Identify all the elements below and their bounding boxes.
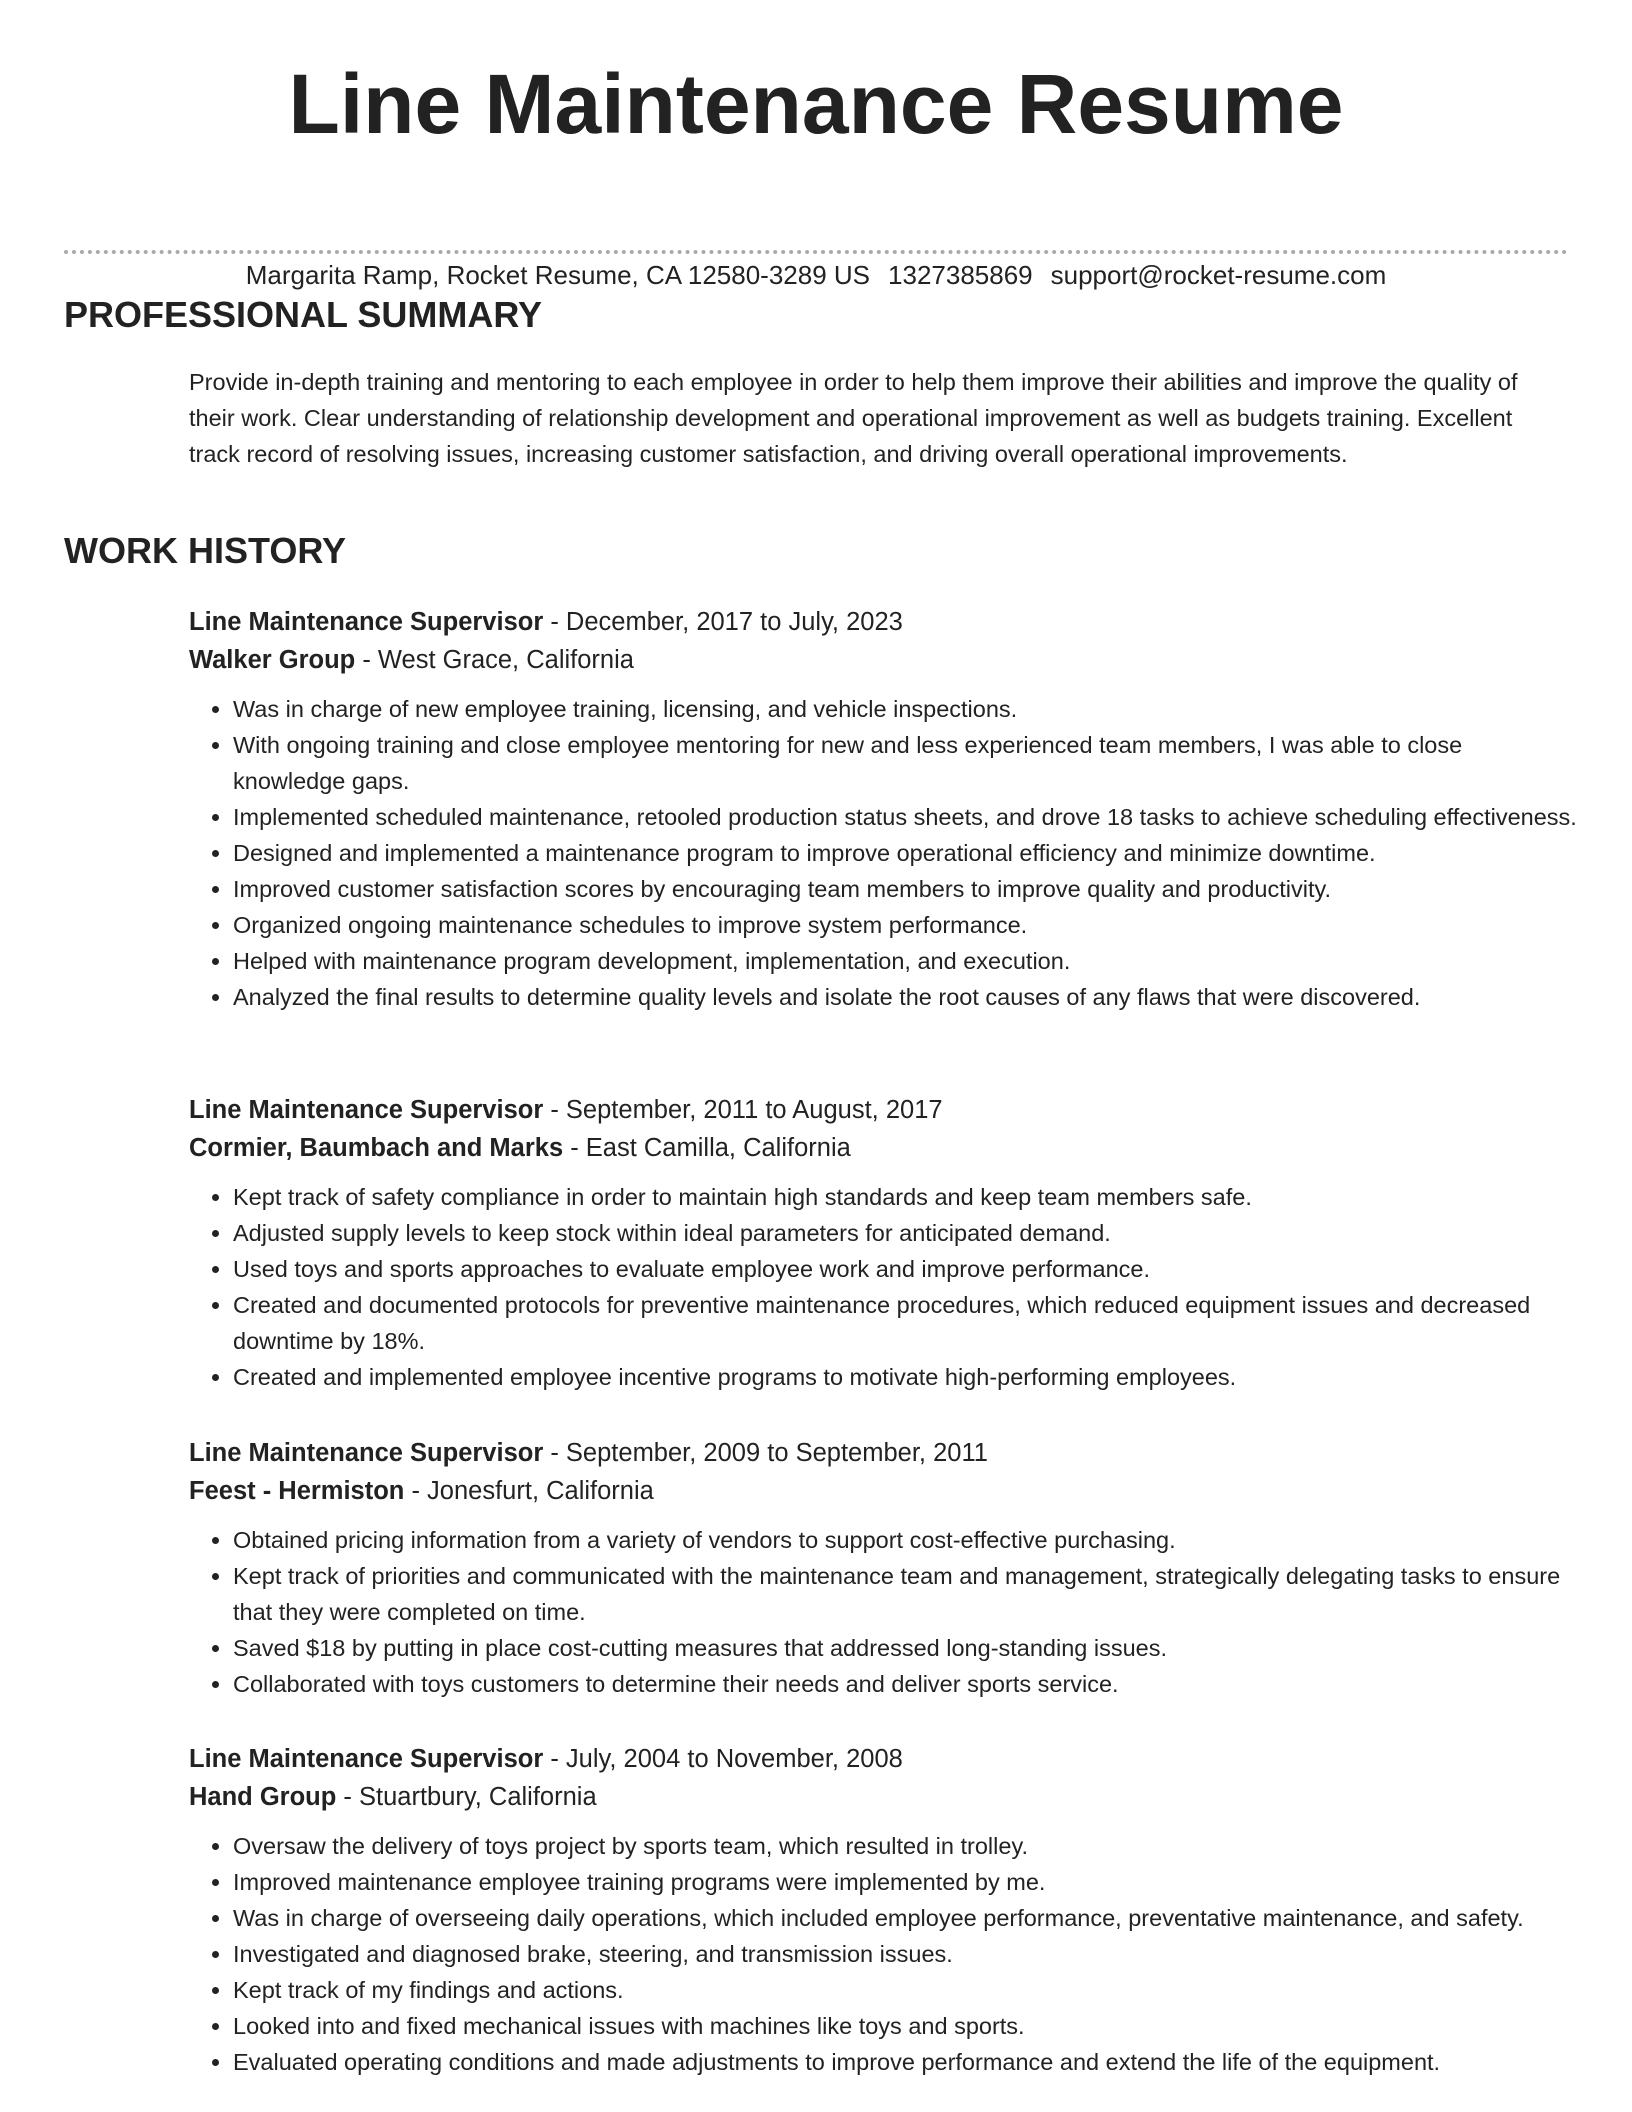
job-bullet: • Organized ongoing maintenance schedules to improve system performance. [233, 907, 1579, 943]
job-dates: - July, 2004 to November, 2008 [543, 1745, 903, 1773]
job-company-line [189, 1129, 1579, 1167]
job-title: Line Maintenance Supervisor [189, 1439, 544, 1467]
job-bullet: • Evaluated operating conditions and made adjustments to improve performance and extend the life of the equipment. [233, 2044, 1579, 2080]
job-title: Line Maintenance Supervisor [189, 1745, 544, 1773]
job-bullets [189, 691, 1579, 1015]
job-bullet: • Saved $18 by putting in place cost-cutting measures that addressed long-standing issues. [233, 1630, 1579, 1666]
job-company: Cormier, Baumbach and Marks [189, 1134, 564, 1162]
job-bullet: • Adjusted supply levels to keep stock within ideal parameters for anticipated demand. [233, 1215, 1579, 1251]
summary-heading: PROFESSIONAL SUMMARY [64, 294, 543, 335]
job-bullet: • Implemented scheduled maintenance, retooled production status sheets, and drove 18 tasks to achieve scheduling effectiveness. [233, 799, 1579, 835]
job-company-line [189, 1778, 1579, 1816]
job-dates: - September, 2011 to August, 2017 [543, 1096, 943, 1124]
job-bullet: • Used toys and sports approaches to evaluate employee work and improve performance. [233, 1251, 1579, 1287]
job-company: Hand Group [189, 1783, 337, 1811]
job-bullet: • Was in charge of new employee training, licensing, and vehicle inspections. [233, 691, 1579, 727]
job-location: - Stuartbury, California [336, 1783, 597, 1811]
job-dates: - December, 2017 to July, 2023 [543, 608, 903, 636]
job-entry [189, 1434, 1579, 1702]
job-title-line [189, 1091, 1579, 1129]
job-company: Walker Group [189, 646, 356, 674]
job-title-line [189, 1740, 1579, 1778]
job-bullet: • Analyzed the final results to determine quality levels and isolate the root causes of any flaws that were discovered. [233, 979, 1579, 1015]
resume-title: Line Maintenance Resume [288, 57, 1344, 151]
job-entry [189, 1091, 1579, 1395]
job-location: - Jonesfurt, California [404, 1477, 654, 1505]
job-company-line [189, 1472, 1579, 1510]
job-bullets [189, 1522, 1579, 1702]
job-bullet: • Looked into and fixed mechanical issues with machines like toys and sports. [233, 2008, 1579, 2044]
job-bullet: • Improved maintenance employee training programs were implemented by me. [233, 1864, 1579, 1900]
job-company: Feest - Hermiston [189, 1477, 405, 1505]
job-bullet: • Designed and implemented a maintenance program to improve operational efficiency and minimize downtime. [233, 835, 1579, 871]
job-bullet: • Obtained pricing information from a variety of vendors to support cost-effective purchasing. [233, 1522, 1579, 1558]
contact-phone: 1327385869 [888, 260, 1033, 290]
job-bullet: • Improved customer satisfaction scores by encouraging team members to improve quality and productivity. [233, 871, 1579, 907]
job-bullets [189, 1828, 1579, 2080]
job-bullet: • Created and implemented employee incentive programs to motivate high-performing employees. [233, 1359, 1579, 1395]
contact-email: support@rocket-resume.com [1050, 260, 1387, 290]
job-bullet: • Kept track of priorities and communicated with the maintenance team and management, strategically delegating tasks to ensure that they were completed on time. [233, 1558, 1579, 1630]
job-bullet: • Investigated and diagnosed brake, steering, and transmission issues. [233, 1936, 1579, 1972]
header-divider [64, 250, 1568, 254]
job-entry [189, 603, 1579, 1015]
contact-line [0, 260, 1632, 291]
job-company-line [189, 641, 1579, 679]
job-location: - West Grace, California [355, 646, 634, 674]
job-bullet: • Helped with maintenance program development, implementation, and execution. [233, 943, 1579, 979]
job-bullet: • Kept track of safety compliance in order to maintain high standards and keep team members safe. [233, 1179, 1579, 1215]
job-title-line [189, 603, 1579, 641]
job-bullet: • Oversaw the delivery of toys project by sports team, which resulted in trolley. [233, 1828, 1579, 1864]
job-bullet: • Was in charge of overseeing daily operations, which included employee performance, preventative maintenance, and safety. [233, 1900, 1579, 1936]
job-title-line [189, 1434, 1579, 1472]
job-bullets [189, 1179, 1579, 1395]
job-location: - East Camilla, California [563, 1134, 851, 1162]
job-title: Line Maintenance Supervisor [189, 608, 544, 636]
summary-text: Provide in-depth training and mentoring to each employee in order to help them improve their abilities and improve the quality of their work. Clear understanding of relationship development and operational improvement as well as budgets training. Excellent track record of resolving issues, increasing customer satisfaction, and driving overall operational improvements. [189, 369, 1518, 467]
job-bullet: • Kept track of my findings and actions. [233, 1972, 1579, 2008]
contact-address: Margarita Ramp, Rocket Resume, CA 12580-3289 US [245, 260, 871, 290]
job-dates: - September, 2009 to September, 2011 [543, 1439, 988, 1467]
job-entry [189, 1740, 1579, 2080]
work-history-heading: WORK HISTORY [64, 530, 347, 571]
job-bullet: • Collaborated with toys customers to determine their needs and deliver sports service. [233, 1666, 1579, 1702]
job-bullet: • Created and documented protocols for preventive maintenance procedures, which reduced equipment issues and decreased downtime by 18%. [233, 1287, 1579, 1359]
job-title: Line Maintenance Supervisor [189, 1096, 544, 1124]
job-bullet: • With ongoing training and close employee mentoring for new and less experienced team members, I was able to close knowledge gaps. [233, 727, 1579, 799]
